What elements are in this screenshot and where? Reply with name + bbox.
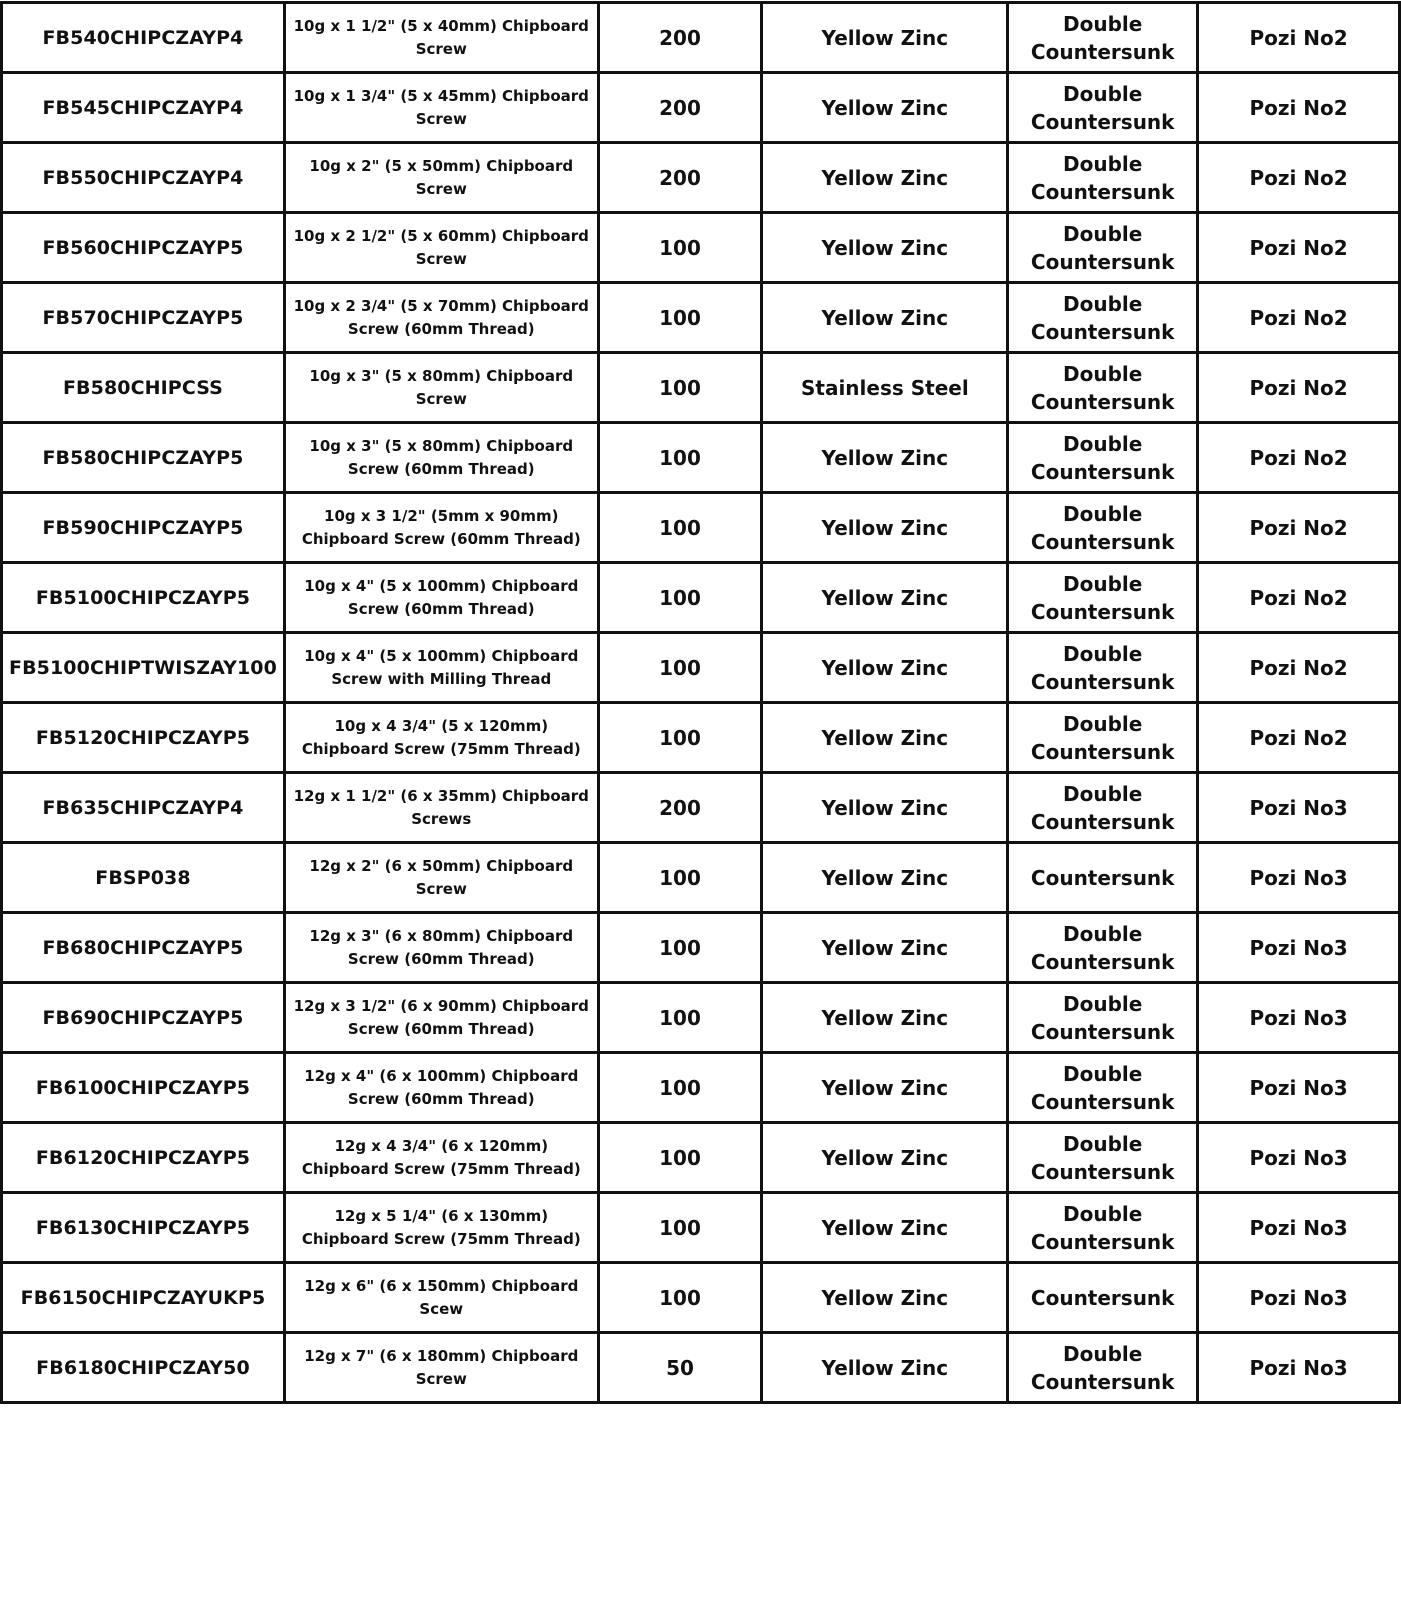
description-cell: 12g x 2" (6 x 50mm) Chipboard Screw — [284, 843, 598, 913]
finish-cell: Yellow Zinc — [762, 283, 1008, 353]
product-code-cell: FB6120CHIPCZAYP5 — [2, 1123, 285, 1193]
product-code-cell: FB6150CHIPCZAYUKP5 — [2, 1263, 285, 1333]
drive-cell: Pozi No3 — [1198, 773, 1400, 843]
head-type-cell: Double Countersunk — [1008, 143, 1198, 213]
table-body — [2, 3, 1400, 1403]
product-code-cell: FB545CHIPCZAYP4 — [2, 73, 285, 143]
table-row — [2, 1053, 1400, 1123]
quantity-cell: 100 — [598, 1263, 762, 1333]
description-cell: 12g x 5 1/4" (6 x 130mm) Chipboard Screw (75mm Thread) — [284, 1193, 598, 1263]
quantity-cell: 100 — [598, 563, 762, 633]
product-code-cell: FB635CHIPCZAYP4 — [2, 773, 285, 843]
finish-cell: Yellow Zinc — [762, 1193, 1008, 1263]
description-cell: 12g x 3" (6 x 80mm) Chipboard Screw (60mm Thread) — [284, 913, 598, 983]
finish-cell: Yellow Zinc — [762, 703, 1008, 773]
head-type-cell: Double Countersunk — [1008, 73, 1198, 143]
product-code-cell: FB590CHIPCZAYP5 — [2, 493, 285, 563]
description-cell: 10g x 2 1/2" (5 x 60mm) Chipboard Screw — [284, 213, 598, 283]
head-type-cell: Double Countersunk — [1008, 1193, 1198, 1263]
quantity-cell: 200 — [598, 73, 762, 143]
finish-cell: Yellow Zinc — [762, 843, 1008, 913]
product-code-cell: FB5120CHIPCZAYP5 — [2, 703, 285, 773]
finish-cell: Yellow Zinc — [762, 493, 1008, 563]
table-row — [2, 143, 1400, 213]
table-row — [2, 423, 1400, 493]
finish-cell: Yellow Zinc — [762, 773, 1008, 843]
description-cell: 12g x 6" (6 x 150mm) Chipboard Scew — [284, 1263, 598, 1333]
head-type-cell: Double Countersunk — [1008, 213, 1198, 283]
description-cell: 10g x 4" (5 x 100mm) Chipboard Screw (60mm Thread) — [284, 563, 598, 633]
table-row — [2, 213, 1400, 283]
head-type-cell: Double Countersunk — [1008, 493, 1198, 563]
product-code-cell: FB570CHIPCZAYP5 — [2, 283, 285, 353]
description-cell: 12g x 1 1/2" (6 x 35mm) Chipboard Screws — [284, 773, 598, 843]
drive-cell: Pozi No2 — [1198, 283, 1400, 353]
drive-cell: Pozi No2 — [1198, 703, 1400, 773]
product-code-cell: FB6130CHIPCZAYP5 — [2, 1193, 285, 1263]
head-type-cell: Double Countersunk — [1008, 283, 1198, 353]
table-row — [2, 3, 1400, 73]
table-row — [2, 1123, 1400, 1193]
finish-cell: Stainless Steel — [762, 353, 1008, 423]
quantity-cell: 100 — [598, 283, 762, 353]
description-cell: 10g x 3 1/2" (5mm x 90mm) Chipboard Screw (60mm Thread) — [284, 493, 598, 563]
finish-cell: Yellow Zinc — [762, 1333, 1008, 1403]
description-cell: 10g x 1 3/4" (5 x 45mm) Chipboard Screw — [284, 73, 598, 143]
description-cell: 10g x 3" (5 x 80mm) Chipboard Screw — [284, 353, 598, 423]
table-row — [2, 843, 1400, 913]
quantity-cell: 100 — [598, 703, 762, 773]
quantity-cell: 200 — [598, 3, 762, 73]
finish-cell: Yellow Zinc — [762, 3, 1008, 73]
drive-cell: Pozi No2 — [1198, 633, 1400, 703]
drive-cell: Pozi No3 — [1198, 843, 1400, 913]
table-row — [2, 1263, 1400, 1333]
head-type-cell: Double Countersunk — [1008, 1123, 1198, 1193]
drive-cell: Pozi No3 — [1198, 1123, 1400, 1193]
drive-cell: Pozi No3 — [1198, 1193, 1400, 1263]
table-row — [2, 283, 1400, 353]
description-cell: 12g x 4 3/4" (6 x 120mm) Chipboard Screw (75mm Thread) — [284, 1123, 598, 1193]
product-code-cell: FB550CHIPCZAYP4 — [2, 143, 285, 213]
product-spec-table — [0, 1, 1401, 1404]
finish-cell: Yellow Zinc — [762, 633, 1008, 703]
table-row — [2, 353, 1400, 423]
finish-cell: Yellow Zinc — [762, 73, 1008, 143]
table-row — [2, 983, 1400, 1053]
drive-cell: Pozi No3 — [1198, 1333, 1400, 1403]
quantity-cell: 200 — [598, 143, 762, 213]
product-code-cell: FB580CHIPCZAYP5 — [2, 423, 285, 493]
product-code-cell: FB540CHIPCZAYP4 — [2, 3, 285, 73]
product-code-cell: FB690CHIPCZAYP5 — [2, 983, 285, 1053]
table-row — [2, 73, 1400, 143]
head-type-cell: Double Countersunk — [1008, 1053, 1198, 1123]
head-type-cell: Double Countersunk — [1008, 563, 1198, 633]
description-cell: 10g x 4" (5 x 100mm) Chipboard Screw with Milling Thread — [284, 633, 598, 703]
description-cell: 10g x 4 3/4" (5 x 120mm) Chipboard Screw (75mm Thread) — [284, 703, 598, 773]
head-type-cell: Double Countersunk — [1008, 703, 1198, 773]
drive-cell: Pozi No2 — [1198, 213, 1400, 283]
product-code-cell: FB6100CHIPCZAYP5 — [2, 1053, 285, 1123]
drive-cell: Pozi No3 — [1198, 1053, 1400, 1123]
drive-cell: Pozi No2 — [1198, 73, 1400, 143]
product-code-cell: FB5100CHIPCZAYP5 — [2, 563, 285, 633]
product-code-cell: FB560CHIPCZAYP5 — [2, 213, 285, 283]
quantity-cell: 100 — [598, 633, 762, 703]
head-type-cell: Double Countersunk — [1008, 773, 1198, 843]
description-cell: 12g x 4" (6 x 100mm) Chipboard Screw (60mm Thread) — [284, 1053, 598, 1123]
quantity-cell: 100 — [598, 493, 762, 563]
table-row — [2, 1193, 1400, 1263]
drive-cell: Pozi No2 — [1198, 563, 1400, 633]
head-type-cell: Double Countersunk — [1008, 983, 1198, 1053]
quantity-cell: 100 — [598, 213, 762, 283]
head-type-cell: Double Countersunk — [1008, 1333, 1198, 1403]
product-code-cell: FB580CHIPCSS — [2, 353, 285, 423]
product-code-cell: FB680CHIPCZAYP5 — [2, 913, 285, 983]
product-code-cell: FB6180CHIPCZAY50 — [2, 1333, 285, 1403]
product-spec-table-wrapper — [0, 1, 1401, 1404]
description-cell: 10g x 3" (5 x 80mm) Chipboard Screw (60mm Thread) — [284, 423, 598, 493]
finish-cell: Yellow Zinc — [762, 1123, 1008, 1193]
finish-cell: Yellow Zinc — [762, 143, 1008, 213]
product-code-cell: FB5100CHIPTWISZAY100 — [2, 633, 285, 703]
finish-cell: Yellow Zinc — [762, 423, 1008, 493]
quantity-cell: 100 — [598, 1123, 762, 1193]
head-type-cell: Double Countersunk — [1008, 913, 1198, 983]
drive-cell: Pozi No2 — [1198, 353, 1400, 423]
quantity-cell: 100 — [598, 913, 762, 983]
description-cell: 12g x 3 1/2" (6 x 90mm) Chipboard Screw (60mm Thread) — [284, 983, 598, 1053]
drive-cell: Pozi No3 — [1198, 983, 1400, 1053]
table-row — [2, 703, 1400, 773]
drive-cell: Pozi No2 — [1198, 143, 1400, 213]
drive-cell: Pozi No2 — [1198, 493, 1400, 563]
description-cell: 10g x 1 1/2" (5 x 40mm) Chipboard Screw — [284, 3, 598, 73]
table-row — [2, 493, 1400, 563]
drive-cell: Pozi No3 — [1198, 913, 1400, 983]
quantity-cell: 200 — [598, 773, 762, 843]
quantity-cell: 100 — [598, 983, 762, 1053]
finish-cell: Yellow Zinc — [762, 1263, 1008, 1333]
head-type-cell: Countersunk — [1008, 1263, 1198, 1333]
head-type-cell: Double Countersunk — [1008, 423, 1198, 493]
finish-cell: Yellow Zinc — [762, 213, 1008, 283]
finish-cell: Yellow Zinc — [762, 1053, 1008, 1123]
description-cell: 12g x 7" (6 x 180mm) Chipboard Screw — [284, 1333, 598, 1403]
table-row — [2, 773, 1400, 843]
head-type-cell: Double Countersunk — [1008, 633, 1198, 703]
quantity-cell: 100 — [598, 1053, 762, 1123]
table-row — [2, 633, 1400, 703]
description-cell: 10g x 2 3/4" (5 x 70mm) Chipboard Screw (60mm Thread) — [284, 283, 598, 353]
quantity-cell: 100 — [598, 843, 762, 913]
quantity-cell: 100 — [598, 353, 762, 423]
table-row — [2, 913, 1400, 983]
product-code-cell: FBSP038 — [2, 843, 285, 913]
finish-cell: Yellow Zinc — [762, 983, 1008, 1053]
finish-cell: Yellow Zinc — [762, 913, 1008, 983]
head-type-cell: Countersunk — [1008, 843, 1198, 913]
drive-cell: Pozi No2 — [1198, 3, 1400, 73]
drive-cell: Pozi No3 — [1198, 1263, 1400, 1333]
quantity-cell: 100 — [598, 423, 762, 493]
table-row — [2, 563, 1400, 633]
head-type-cell: Double Countersunk — [1008, 353, 1198, 423]
drive-cell: Pozi No2 — [1198, 423, 1400, 493]
finish-cell: Yellow Zinc — [762, 563, 1008, 633]
description-cell: 10g x 2" (5 x 50mm) Chipboard Screw — [284, 143, 598, 213]
quantity-cell: 100 — [598, 1193, 762, 1263]
quantity-cell: 50 — [598, 1333, 762, 1403]
table-row — [2, 1333, 1400, 1403]
head-type-cell: Double Countersunk — [1008, 3, 1198, 73]
